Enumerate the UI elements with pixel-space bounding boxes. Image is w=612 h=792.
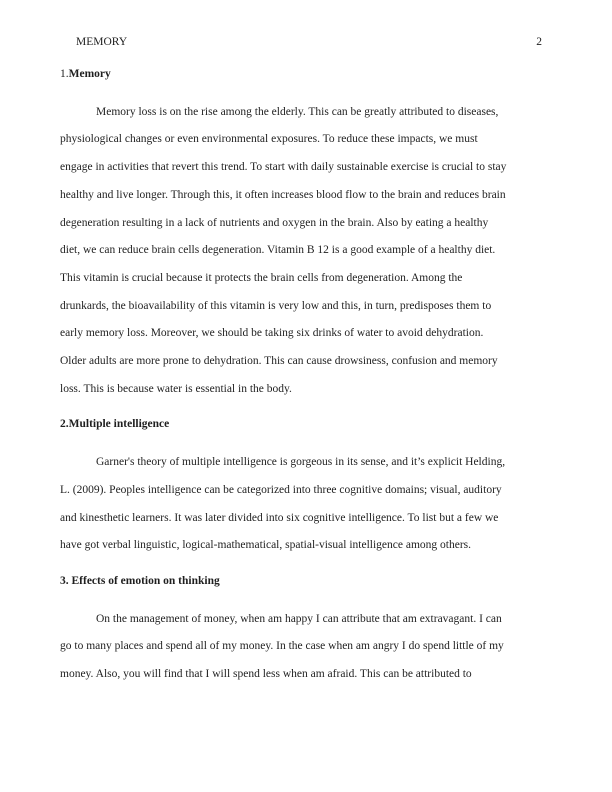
paragraph: [60, 99, 542, 404]
text-line: money. Also, you will find that I will spend less when am afraid. This can be attributed to: [60, 668, 472, 681]
heading-label: Effects of emotion on thinking: [71, 574, 220, 587]
text-line: Memory loss is on the rise among the elderly. This can be greatly attributed to diseases,: [96, 105, 499, 118]
heading-number: 3.: [60, 574, 72, 587]
text-line: diet, we can reduce brain cells degeneration. Vitamin B 12 is a good example of a healthy diet.: [60, 244, 496, 257]
text-line: This vitamin is crucial because it protects the brain cells from degeneration. Among the: [60, 271, 463, 284]
text-line: Older adults are more prone to dehydration. This can cause drowsiness, confusion and memory: [60, 355, 498, 368]
paragraph: [60, 449, 542, 560]
section-heading: [60, 568, 542, 596]
heading-label: Memory: [68, 68, 111, 80]
heading-label: Multiple intelligence: [68, 418, 170, 431]
text-line: degeneration resulting in a lack of nutrients and oxygen in the brain. Also by eating a healthy: [60, 216, 489, 229]
section-2: [60, 411, 542, 560]
text-line: healthy and live longer. Through this, it often increases blood flow to the brain and reduces brain: [60, 188, 506, 201]
page-header: [76, 35, 542, 49]
section-1: [60, 61, 542, 403]
paragraph: [60, 606, 542, 689]
text-line: engage in activities that revert this trend. To start with daily sustainable exercise is crucial to stay: [60, 161, 507, 174]
running-head: MEMORY: [76, 36, 128, 48]
text-line: physiological changes or even environmental exposures. To reduce these impacts, we must: [60, 133, 478, 146]
text-line: go to many places and spend all of my money. In the case when am angry I do spend little of my: [60, 640, 504, 653]
text-line: On the management of money, when am happy I can attribute that am extravagant. I can: [96, 612, 502, 625]
text-line: have got verbal linguistic, logical-mathematical, spatial-visual intelligence among others.: [60, 539, 471, 552]
text-line: and kinesthetic learners. It was later divided into six cognitive intelligence. To list but a few we: [60, 511, 499, 524]
text-line: loss. This is because water is essential in the body.: [60, 382, 292, 395]
heading-number: 1.: [60, 68, 69, 80]
section-heading: [60, 411, 542, 439]
text-line: Garner's theory of multiple intelligence is gorgeous in its sense, and it’s explicit Helding,: [96, 456, 506, 469]
text-line: L. (2009). Peoples intelligence can be categorized into three cognitive domains; visual, auditory: [60, 483, 502, 496]
text-line: early memory loss. Moreover, we should be taking six drinks of water to avoid dehydration.: [60, 327, 484, 340]
text-line: drunkards, the bioavailability of this vitamin is very low and this, in turn, predisposes them to: [60, 299, 492, 312]
section-heading: [60, 61, 542, 89]
heading-number: 2.: [60, 418, 69, 431]
page-number: 2: [536, 36, 542, 48]
document-body: [60, 61, 542, 689]
section-3: [60, 568, 542, 689]
